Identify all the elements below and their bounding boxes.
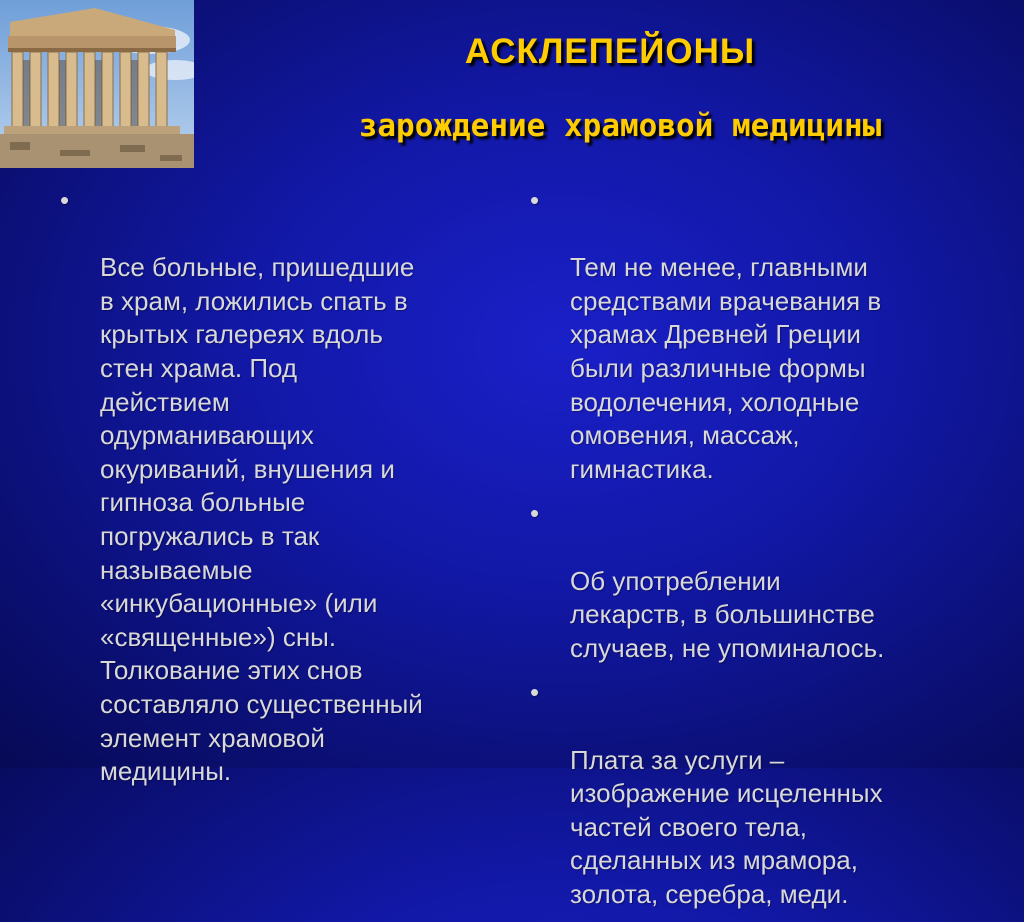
right-column	[530, 184, 970, 922]
slide-title: АСКЛЕПЕЙОНЫ	[464, 32, 756, 71]
bullet-item	[60, 184, 500, 789]
bullet-item	[530, 497, 970, 665]
bullet-marker: •	[530, 498, 540, 529]
bullet-text: Плата за услуги – изображение исцеленных частей своего тела, сделанных из мрамора, золота, серебра, меди.	[570, 744, 883, 909]
bullet-text: Тем не менее, главными средствами врачевания в храмах Древней Греции были различные формы водолечения, холодные омовения, массаж, гимнастика.	[570, 252, 882, 484]
bullet-text: Об употреблении лекарств, в большинстве случаев, не упоминалось.	[570, 565, 885, 663]
bullet-text: Все больные, пришедшие в храм, ложились спать в крытых галереях вдоль стен храма. Под действием одурманивающих окуриваний, внушения и гипноза больные погружались в так называемые «инкубационные» (или «священные») сны. Толкование этих снов составляло существенный элемент храмовой медицины.	[100, 252, 423, 787]
bullet-item	[530, 676, 970, 911]
bullet-marker: •	[60, 185, 70, 215]
parthenon-photo	[0, 0, 194, 168]
bullet-item	[530, 184, 970, 486]
slide-subtitle: зарождение храмовой медицины	[358, 108, 882, 144]
bullet-marker: •	[530, 677, 540, 708]
left-column	[60, 184, 500, 800]
bullet-marker: •	[530, 185, 540, 215]
parthenon-image	[0, 0, 194, 168]
